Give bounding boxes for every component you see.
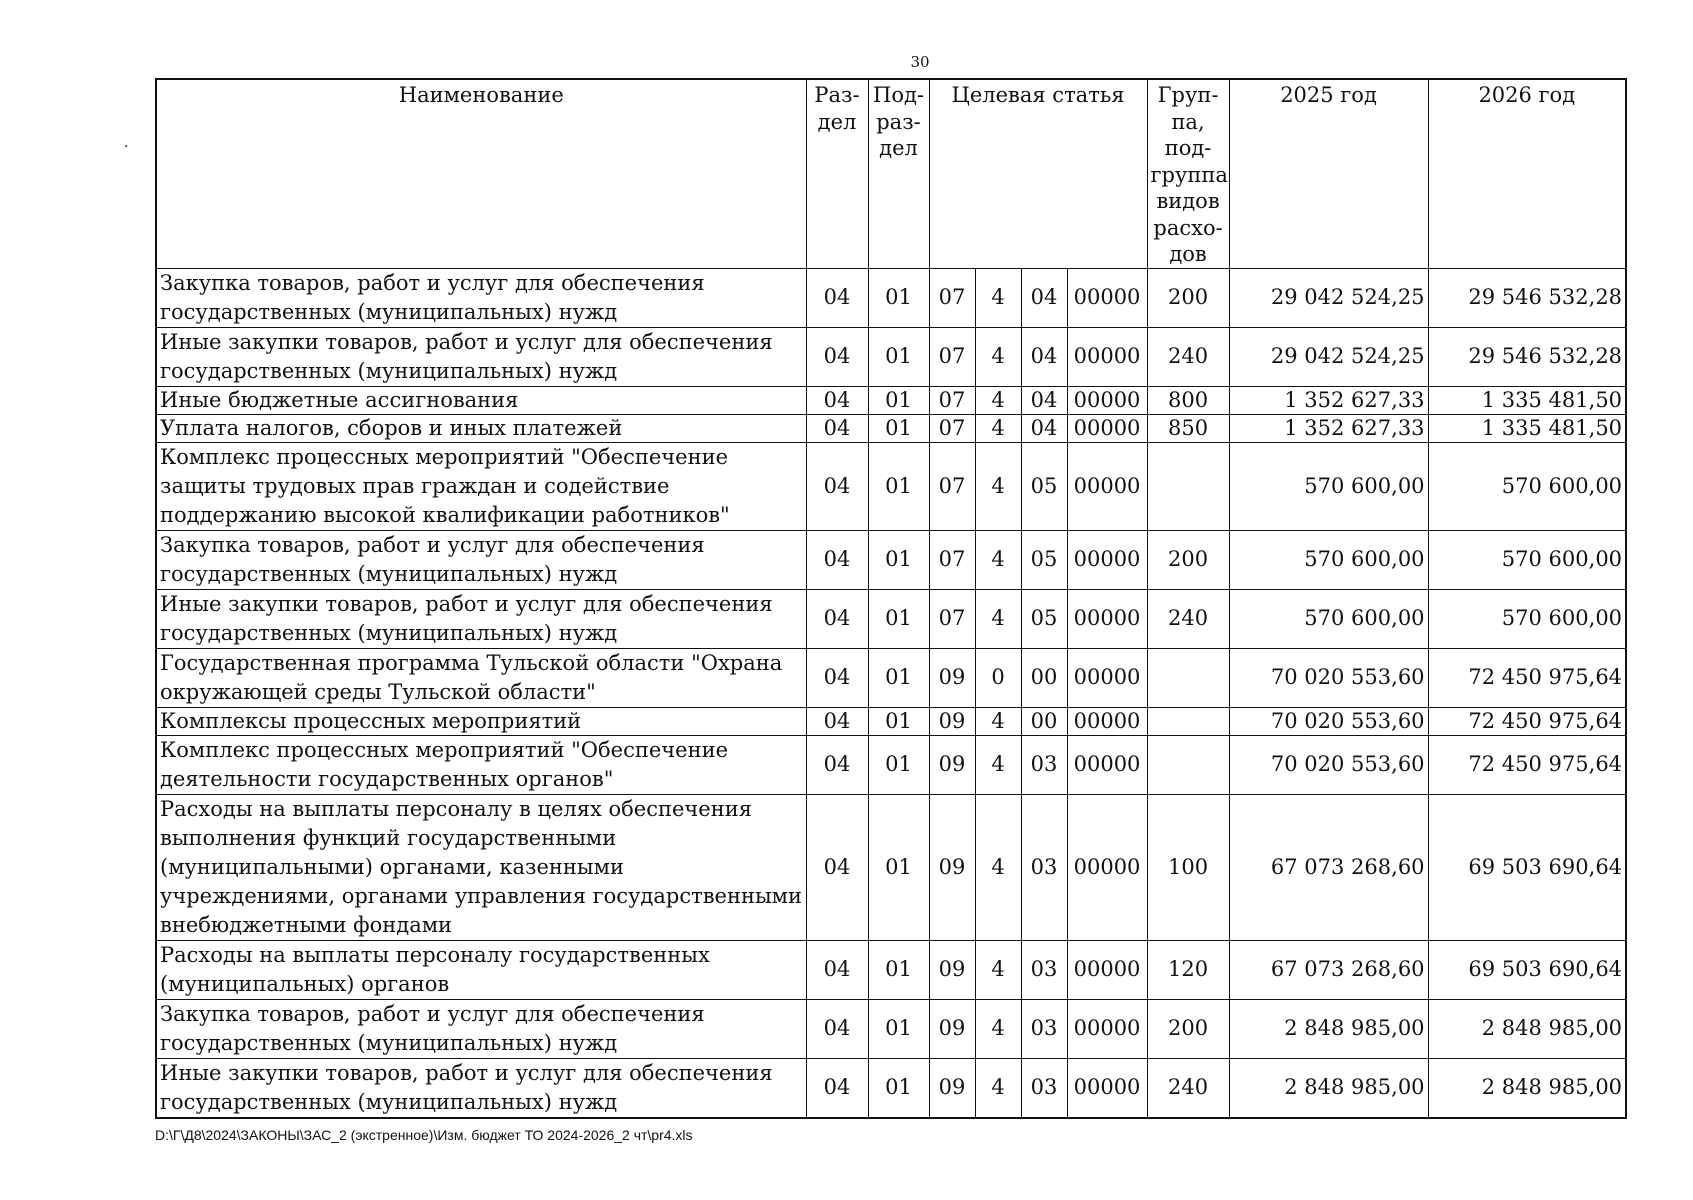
row-cs-type: 4 — [975, 707, 1021, 735]
row-name: Закупка товаров, работ и услуг для обеспечения государственных (муниципальных) нужд — [156, 999, 806, 1058]
row-razdel: 04 — [806, 414, 868, 442]
row-2025: 70 020 553,60 — [1229, 648, 1428, 707]
row-cs-type: 4 — [975, 794, 1021, 940]
row-2025: 1 352 627,33 — [1229, 386, 1428, 414]
row-cs-structure: 04 — [1021, 268, 1067, 327]
row-razdel: 04 — [806, 940, 868, 999]
row-cs-program: 07 — [929, 386, 975, 414]
row-2026: 72 450 975,64 — [1428, 648, 1626, 707]
row-cs-type: 4 — [975, 442, 1021, 530]
row-2025: 29 042 524,25 — [1229, 327, 1428, 386]
row-cs-program: 09 — [929, 735, 975, 794]
row-cs-program: 07 — [929, 327, 975, 386]
row-vid-raskhodov: 200 — [1147, 999, 1229, 1058]
budget-table — [155, 78, 1627, 1119]
row-vid-raskhodov — [1147, 648, 1229, 707]
row-cs-structure: 04 — [1021, 327, 1067, 386]
table-row — [156, 530, 1626, 589]
header-razdel: Раз-дел — [806, 79, 868, 268]
row-cs-direction: 00000 — [1067, 327, 1147, 386]
table-row — [156, 794, 1626, 940]
row-podrazdel: 01 — [868, 648, 929, 707]
row-name: Комплекс процессных мероприятий "Обеспечение деятельности государственных органов" — [156, 735, 806, 794]
header-podrazdel: Под-раз-дел — [868, 79, 929, 268]
row-2026: 29 546 532,28 — [1428, 327, 1626, 386]
row-2026: 1 335 481,50 — [1428, 414, 1626, 442]
table-row — [156, 442, 1626, 530]
row-name: Комплекс процессных мероприятий "Обеспечение защиты трудовых прав граждан и содействие поддержанию высокой квалификации работников" — [156, 442, 806, 530]
row-podrazdel: 01 — [868, 707, 929, 735]
row-vid-raskhodov: 200 — [1147, 530, 1229, 589]
header-2026: 2026 год — [1428, 79, 1626, 268]
row-razdel: 04 — [806, 735, 868, 794]
row-name: Комплексы процессных мероприятий — [156, 707, 806, 735]
row-cs-direction: 00000 — [1067, 1058, 1147, 1118]
row-vid-raskhodov: 240 — [1147, 1058, 1229, 1118]
row-2025: 1 352 627,33 — [1229, 414, 1428, 442]
row-podrazdel: 01 — [868, 442, 929, 530]
row-cs-direction: 00000 — [1067, 589, 1147, 648]
row-2025: 2 848 985,00 — [1229, 1058, 1428, 1118]
row-vid-raskhodov: 240 — [1147, 589, 1229, 648]
row-2025: 29 042 524,25 — [1229, 268, 1428, 327]
row-name: Закупка товаров, работ и услуг для обеспечения государственных (муниципальных) нужд — [156, 268, 806, 327]
row-cs-program: 09 — [929, 648, 975, 707]
row-name: Уплата налогов, сборов и иных платежей — [156, 414, 806, 442]
row-podrazdel: 01 — [868, 589, 929, 648]
table-row — [156, 268, 1626, 327]
footer-file-path: D:\Г\Д8\2024\ЗАКОНЫ\ЗАС_2 (экстренное)\Изм. бюджет ТО 2024-2026_2 чт\pr4.xls — [155, 1127, 693, 1143]
row-podrazdel: 01 — [868, 1058, 929, 1118]
row-2025: 70 020 553,60 — [1229, 707, 1428, 735]
header-tselevaya-statya: Целевая статья — [929, 79, 1147, 268]
row-cs-direction: 00000 — [1067, 268, 1147, 327]
row-2025: 2 848 985,00 — [1229, 999, 1428, 1058]
row-vid-raskhodov: 200 — [1147, 268, 1229, 327]
row-razdel: 04 — [806, 648, 868, 707]
row-vid-raskhodov: 800 — [1147, 386, 1229, 414]
row-podrazdel: 01 — [868, 530, 929, 589]
row-cs-structure: 05 — [1021, 530, 1067, 589]
table-row — [156, 414, 1626, 442]
row-razdel: 04 — [806, 707, 868, 735]
table-row — [156, 327, 1626, 386]
row-cs-direction: 00000 — [1067, 735, 1147, 794]
row-podrazdel: 01 — [868, 999, 929, 1058]
row-2025: 570 600,00 — [1229, 530, 1428, 589]
row-cs-program: 09 — [929, 999, 975, 1058]
row-cs-type: 4 — [975, 386, 1021, 414]
row-2025: 570 600,00 — [1229, 442, 1428, 530]
row-cs-program: 07 — [929, 589, 975, 648]
row-2026: 69 503 690,64 — [1428, 940, 1626, 999]
row-cs-type: 4 — [975, 530, 1021, 589]
row-name: Расходы на выплаты персоналу государственных (муниципальных) органов — [156, 940, 806, 999]
row-cs-type: 4 — [975, 999, 1021, 1058]
row-razdel: 04 — [806, 386, 868, 414]
row-2026: 570 600,00 — [1428, 589, 1626, 648]
row-cs-structure: 03 — [1021, 735, 1067, 794]
header-2025: 2025 год — [1229, 79, 1428, 268]
row-2026: 2 848 985,00 — [1428, 1058, 1626, 1118]
header-gruppa: Груп-па, под-группа видов расхо-дов — [1147, 79, 1229, 268]
row-cs-structure: 00 — [1021, 648, 1067, 707]
row-podrazdel: 01 — [868, 940, 929, 999]
row-cs-structure: 03 — [1021, 794, 1067, 940]
row-cs-program: 09 — [929, 794, 975, 940]
header-name: Наименование — [156, 79, 806, 268]
row-cs-structure: 05 — [1021, 442, 1067, 530]
row-cs-type: 4 — [975, 327, 1021, 386]
row-2025: 67 073 268,60 — [1229, 940, 1428, 999]
row-2025: 67 073 268,60 — [1229, 794, 1428, 940]
row-razdel: 04 — [806, 327, 868, 386]
row-podrazdel: 01 — [868, 386, 929, 414]
table-row — [156, 707, 1626, 735]
row-2026: 69 503 690,64 — [1428, 794, 1626, 940]
stray-mark: . — [124, 135, 129, 151]
row-name: Закупка товаров, работ и услуг для обеспечения государственных (муниципальных) нужд — [156, 530, 806, 589]
row-cs-program: 09 — [929, 1058, 975, 1118]
row-razdel: 04 — [806, 589, 868, 648]
row-name: Иные закупки товаров, работ и услуг для обеспечения государственных (муниципальных) нужд — [156, 1058, 806, 1118]
row-2026: 1 335 481,50 — [1428, 386, 1626, 414]
row-cs-type: 4 — [975, 268, 1021, 327]
row-name: Государственная программа Тульской области "Охрана окружающей среды Тульской области" — [156, 648, 806, 707]
table-row — [156, 999, 1626, 1058]
row-podrazdel: 01 — [868, 268, 929, 327]
row-vid-raskhodov: 850 — [1147, 414, 1229, 442]
row-name: Иные закупки товаров, работ и услуг для обеспечения государственных (муниципальных) нужд — [156, 327, 806, 386]
row-cs-direction: 00000 — [1067, 999, 1147, 1058]
row-name: Иные закупки товаров, работ и услуг для обеспечения государственных (муниципальных) нужд — [156, 589, 806, 648]
row-cs-direction: 00000 — [1067, 442, 1147, 530]
row-cs-direction: 00000 — [1067, 648, 1147, 707]
row-vid-raskhodov — [1147, 442, 1229, 530]
row-2025: 70 020 553,60 — [1229, 735, 1428, 794]
row-vid-raskhodov: 120 — [1147, 940, 1229, 999]
table-row — [156, 386, 1626, 414]
row-razdel: 04 — [806, 999, 868, 1058]
row-cs-type: 4 — [975, 414, 1021, 442]
row-2026: 72 450 975,64 — [1428, 735, 1626, 794]
row-2026: 72 450 975,64 — [1428, 707, 1626, 735]
row-podrazdel: 01 — [868, 735, 929, 794]
row-name: Расходы на выплаты персоналу в целях обеспечения выполнения функций государственными (муниципальными) органами, казенными учреждениями, органами управления государственными внебюджетными фондами — [156, 794, 806, 940]
table-row — [156, 735, 1626, 794]
row-cs-direction: 00000 — [1067, 794, 1147, 940]
row-cs-direction: 00000 — [1067, 414, 1147, 442]
table-row — [156, 1058, 1626, 1118]
table-row — [156, 648, 1626, 707]
row-2025: 570 600,00 — [1229, 589, 1428, 648]
row-razdel: 04 — [806, 442, 868, 530]
row-razdel: 04 — [806, 268, 868, 327]
row-cs-program: 09 — [929, 707, 975, 735]
row-cs-direction: 00000 — [1067, 940, 1147, 999]
row-podrazdel: 01 — [868, 794, 929, 940]
row-razdel: 04 — [806, 530, 868, 589]
row-cs-type: 4 — [975, 940, 1021, 999]
row-2026: 570 600,00 — [1428, 442, 1626, 530]
table-header-row — [156, 79, 1626, 268]
row-2026: 29 546 532,28 — [1428, 268, 1626, 327]
row-2026: 570 600,00 — [1428, 530, 1626, 589]
row-podrazdel: 01 — [868, 414, 929, 442]
row-cs-structure: 05 — [1021, 589, 1067, 648]
row-cs-program: 07 — [929, 530, 975, 589]
row-2026: 2 848 985,00 — [1428, 999, 1626, 1058]
row-cs-structure: 00 — [1021, 707, 1067, 735]
row-vid-raskhodov — [1147, 707, 1229, 735]
row-cs-type: 4 — [975, 1058, 1021, 1118]
row-cs-structure: 04 — [1021, 414, 1067, 442]
row-cs-type: 0 — [975, 648, 1021, 707]
row-cs-program: 09 — [929, 940, 975, 999]
row-cs-structure: 03 — [1021, 999, 1067, 1058]
row-cs-structure: 03 — [1021, 940, 1067, 999]
row-cs-program: 07 — [929, 268, 975, 327]
row-cs-program: 07 — [929, 414, 975, 442]
row-cs-type: 4 — [975, 735, 1021, 794]
row-vid-raskhodov: 240 — [1147, 327, 1229, 386]
row-vid-raskhodov — [1147, 735, 1229, 794]
row-name: Иные бюджетные ассигнования — [156, 386, 806, 414]
row-razdel: 04 — [806, 794, 868, 940]
row-cs-structure: 04 — [1021, 386, 1067, 414]
row-cs-program: 07 — [929, 442, 975, 530]
row-vid-raskhodov: 100 — [1147, 794, 1229, 940]
table-row — [156, 940, 1626, 999]
row-cs-direction: 00000 — [1067, 530, 1147, 589]
table-row — [156, 589, 1626, 648]
row-razdel: 04 — [806, 1058, 868, 1118]
row-cs-direction: 00000 — [1067, 707, 1147, 735]
row-cs-structure: 03 — [1021, 1058, 1067, 1118]
row-podrazdel: 01 — [868, 327, 929, 386]
row-cs-type: 4 — [975, 589, 1021, 648]
row-cs-direction: 00000 — [1067, 386, 1147, 414]
page-number: 30 — [910, 53, 930, 71]
